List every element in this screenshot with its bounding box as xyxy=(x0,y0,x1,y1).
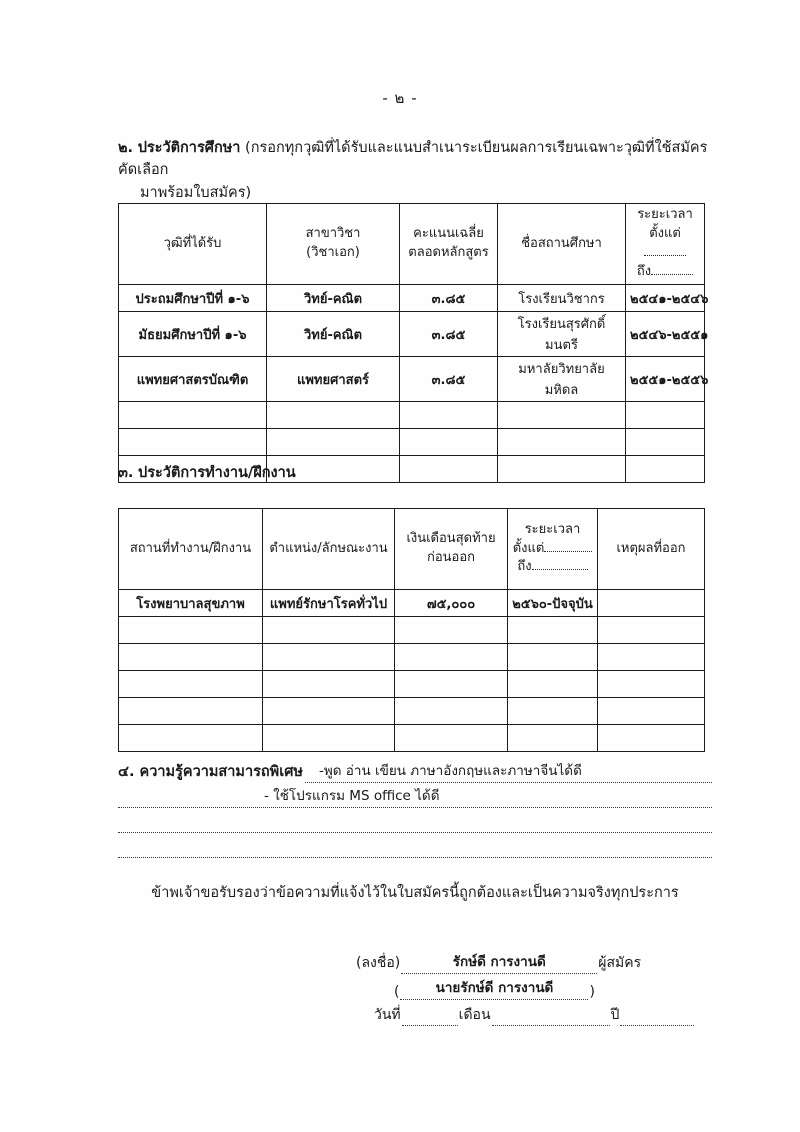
table-row[interactable] xyxy=(119,357,705,402)
education-cell-period[interactable]: ๒๕๔๖-๒๕๕๑ xyxy=(626,312,705,357)
work-table-wrapper xyxy=(118,508,712,752)
section-work-heading xyxy=(118,462,712,484)
education-header-major-line1: สาขาวิชา xyxy=(305,226,361,242)
paren-open: ( xyxy=(394,984,400,1000)
education-cell-period[interactable]: ๒๕๕๑-๒๕๕๖ xyxy=(626,357,705,402)
work-header-period xyxy=(508,509,598,590)
education-cell-institution[interactable]: โรงเรียนสุรศักดิ์มนตรี xyxy=(498,312,626,357)
skills-value-line-1: -พูด อ่าน เขียน ภาษาอังกฤษและภาษาจีนได้ดี xyxy=(318,763,582,779)
education-header-gpa xyxy=(400,204,498,285)
work-cell-period[interactable] xyxy=(508,671,598,698)
skills-row-3 xyxy=(118,808,712,833)
page-number: - ๒ - xyxy=(382,89,418,107)
table-row[interactable] xyxy=(119,698,705,725)
printed-name-line xyxy=(355,974,695,1000)
paren-close: ) xyxy=(589,984,595,1000)
skills-value-line-2: - ใช้โปรแกรม MS office ได้ดี xyxy=(264,788,440,804)
education-cell-period[interactable] xyxy=(626,402,705,429)
section-skills xyxy=(118,758,712,858)
section-work-number: ๓. xyxy=(118,465,134,481)
work-cell-place[interactable] xyxy=(119,644,263,671)
year-label: ปี xyxy=(610,1007,620,1023)
section-education-title: ประวัติการศึกษา xyxy=(137,140,241,156)
education-cell-period[interactable]: ๒๕๔๑-๒๕๔๖ xyxy=(626,285,705,312)
education-cell-major[interactable]: แพทยศาสตร์ xyxy=(267,357,400,402)
table-row[interactable] xyxy=(119,644,705,671)
education-cell-institution[interactable]: มหาลัยวิทยาลัยมหิดล xyxy=(498,357,626,402)
education-header-major-line2: (วิชาเอก) xyxy=(306,245,360,260)
date-label: วันที่ xyxy=(374,1007,401,1023)
work-header-salary xyxy=(395,509,508,590)
work-cell-period[interactable] xyxy=(508,698,598,725)
work-cell-place[interactable]: โรงพยาบาลสุขภาพ xyxy=(119,590,263,617)
skills-row-4 xyxy=(118,833,712,858)
section-skills-label: ๔. ความรู้ความสามารถพิเศษ xyxy=(118,764,303,780)
work-cell-reason[interactable] xyxy=(598,590,705,617)
skills-input-line-1[interactable] xyxy=(305,763,712,783)
education-table xyxy=(118,203,709,483)
work-period-to-dots xyxy=(532,558,588,570)
work-cell-period[interactable]: ๒๕๖๐-ปัจจุบัน xyxy=(508,590,598,617)
education-cell-period[interactable] xyxy=(626,429,705,456)
work-cell-position[interactable] xyxy=(263,671,395,698)
work-table-header-row xyxy=(119,509,705,590)
work-cell-position[interactable]: แพทย์รักษาโรคทั่วไป xyxy=(263,590,395,617)
date-month-input[interactable] xyxy=(492,1011,610,1026)
work-cell-position[interactable] xyxy=(263,617,395,644)
work-cell-salary[interactable] xyxy=(395,671,508,698)
period-to-dots xyxy=(651,263,693,275)
section-education-heading xyxy=(118,137,712,204)
work-header-salary-line2: ก่อนออก xyxy=(426,550,476,565)
education-header-period xyxy=(626,204,705,285)
education-cell-major[interactable] xyxy=(267,402,400,429)
education-table-body xyxy=(119,285,709,483)
table-row[interactable] xyxy=(119,671,705,698)
education-table-wrapper xyxy=(118,203,712,483)
table-row[interactable] xyxy=(119,402,705,429)
work-cell-place[interactable] xyxy=(119,698,263,725)
education-cell-gpa[interactable] xyxy=(400,429,498,456)
skills-row-1 xyxy=(118,758,712,783)
skills-input-line-3[interactable] xyxy=(118,831,712,833)
work-cell-period[interactable] xyxy=(508,617,598,644)
education-cell-gpa[interactable]: ๓.๘๕ xyxy=(400,285,498,312)
work-period-from-dots xyxy=(544,540,592,552)
education-cell-major[interactable]: วิทย์-คณิต xyxy=(267,285,400,312)
education-cell-degree[interactable]: ประถมศึกษาปีที่ ๑-๖ xyxy=(119,285,267,312)
section-education-note: (กรอกทุกวุฒิที่ได้รับและแนบสำเนาระเบียนผลการเรียนเฉพาะวุฒิที่ใช้สมัครคัดเลือก xyxy=(118,140,708,179)
work-header-period-label: ระยะเวลา xyxy=(524,521,581,537)
skills-input-line-2[interactable] xyxy=(118,788,712,808)
work-cell-period[interactable] xyxy=(508,644,598,671)
work-cell-position[interactable] xyxy=(263,698,395,725)
education-header-major xyxy=(267,204,400,285)
education-cell-major[interactable]: วิทย์-คณิต xyxy=(267,312,400,357)
work-cell-salary[interactable] xyxy=(395,644,508,671)
work-cell-reason[interactable] xyxy=(598,617,705,644)
education-cell-institution[interactable] xyxy=(498,402,626,429)
work-header-salary-line1: เงินเดือนสุดท้าย xyxy=(406,531,496,547)
table-row[interactable] xyxy=(119,429,705,456)
table-row[interactable] xyxy=(119,617,705,644)
work-cell-salary[interactable] xyxy=(395,725,508,752)
skills-input-line-4[interactable] xyxy=(118,856,712,858)
section-work-title: ประวัติการทำงาน/ฝึกงาน xyxy=(138,465,296,481)
work-table xyxy=(118,508,705,752)
education-cell-gpa[interactable]: ๓.๘๕ xyxy=(400,312,498,357)
education-cell-institution[interactable]: โรงเรียนวิชากร xyxy=(498,285,626,312)
work-cell-salary[interactable] xyxy=(395,698,508,725)
education-header-institution: ชื่อสถานศึกษา xyxy=(498,204,626,285)
work-cell-place[interactable] xyxy=(119,671,263,698)
period-from-dots xyxy=(644,244,686,256)
work-cell-salary[interactable] xyxy=(395,617,508,644)
work-header-reason: เหตุผลที่ออก xyxy=(598,509,705,590)
education-table-header-row xyxy=(119,204,705,285)
printed-name-value: นายรักษ์ดี การงานดี xyxy=(435,980,554,996)
education-cell-gpa[interactable]: ๓.๘๕ xyxy=(400,357,498,402)
work-cell-reason[interactable] xyxy=(598,644,705,671)
printed-name-input[interactable] xyxy=(400,980,588,1000)
section-education-note-line2: มาพร้อมใบสมัคร) xyxy=(140,184,252,201)
date-line xyxy=(355,1000,695,1026)
work-header-period-to: ถึง xyxy=(512,558,593,577)
skills-row-2 xyxy=(118,783,712,808)
table-row[interactable] xyxy=(119,590,705,617)
table-row[interactable] xyxy=(119,285,705,312)
work-cell-period[interactable] xyxy=(508,725,598,752)
month-label: เดือน xyxy=(458,1007,491,1023)
work-cell-place[interactable] xyxy=(119,725,263,752)
signature-block xyxy=(355,948,695,1026)
date-year-input[interactable] xyxy=(620,1011,694,1026)
education-cell-gpa[interactable] xyxy=(400,402,498,429)
work-cell-position[interactable] xyxy=(263,725,395,752)
work-cell-reason[interactable] xyxy=(598,671,705,698)
education-header-degree: วุฒิที่ได้รับ xyxy=(119,204,267,285)
education-header-gpa-line2: ตลอดหลักสูตร xyxy=(408,245,489,260)
work-cell-reason[interactable] xyxy=(598,725,705,752)
education-cell-degree[interactable]: มัธยมศึกษาปีที่ ๑-๖ xyxy=(119,312,267,357)
education-cell-degree[interactable] xyxy=(119,402,267,429)
work-cell-salary[interactable]: ๗๕,๐๐๐ xyxy=(395,590,508,617)
education-header-period-to: ถึง xyxy=(630,263,700,282)
signature-line xyxy=(355,948,695,974)
section-education-number: ๒. xyxy=(118,140,134,156)
table-row[interactable] xyxy=(119,725,705,752)
education-cell-major[interactable] xyxy=(267,429,400,456)
work-header-position: ตำแหน่ง/ลักษณะงาน xyxy=(263,509,395,590)
signature-value: รักษ์ดี การงานดี xyxy=(452,954,546,970)
education-cell-degree[interactable]: แพทยศาสตรบัณฑิต xyxy=(119,357,267,402)
work-table-body xyxy=(119,590,705,752)
signature-label: (ลงชื่อ) xyxy=(356,955,401,971)
education-header-period-from: ตั้งแต่ xyxy=(630,225,700,263)
education-header-period-label: ระยะเวลา xyxy=(637,207,693,223)
work-cell-reason[interactable] xyxy=(598,698,705,725)
table-row[interactable] xyxy=(119,312,705,357)
education-cell-degree[interactable] xyxy=(119,429,267,456)
work-header-place: สถานที่ทำงาน/ฝึกงาน xyxy=(119,509,263,590)
declaration-text: ข้าพเจ้าขอรับรองว่าข้อความที่แจ้งไว้ในใบสมัครนี้ถูกต้องและเป็นความจริงทุกประการ xyxy=(151,885,679,901)
work-cell-place[interactable] xyxy=(119,617,263,644)
work-header-period-from: ตั้งแต่ xyxy=(512,540,593,559)
applicant-label: ผู้สมัคร xyxy=(598,955,642,971)
education-cell-institution[interactable] xyxy=(498,429,626,456)
date-day-input[interactable] xyxy=(402,1011,458,1026)
work-cell-position[interactable] xyxy=(263,644,395,671)
signature-input[interactable] xyxy=(401,954,597,974)
education-header-gpa-line1: คะแนนเฉลี่ย xyxy=(413,226,484,242)
